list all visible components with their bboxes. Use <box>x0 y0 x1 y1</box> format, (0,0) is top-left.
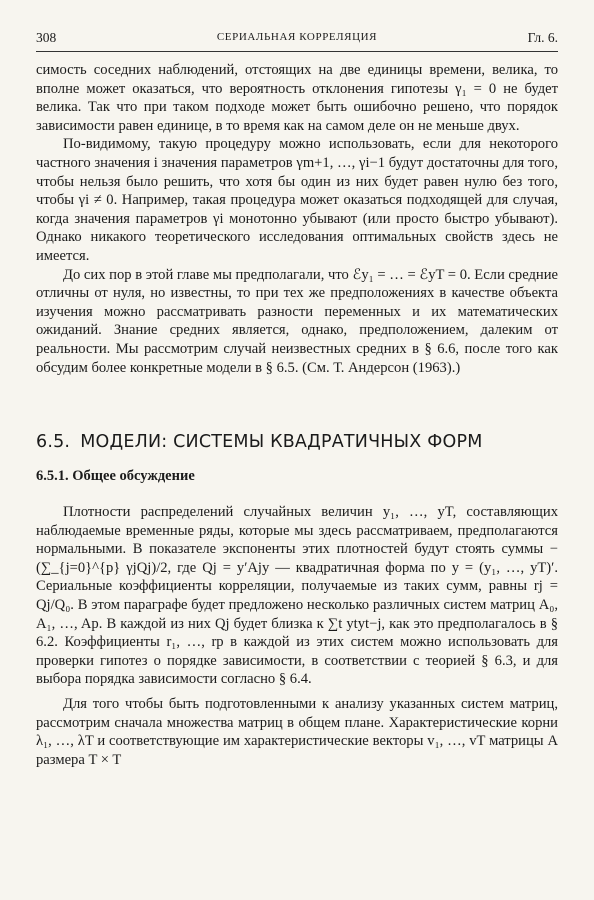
running-header <box>36 30 558 52</box>
subsection-heading: 6.5.1. Общее обсуждение <box>36 468 195 485</box>
page-body <box>36 61 558 769</box>
paragraph: симость соседних наблюдений, отстоящих на две единицы времени, велика, то вполне может оказаться, что вероятность отклонения гипотезы γ₁ = 0 не будет велика. Так что при таком подходе может быть ошибочно решено, что порядок зависимости равен единице, в то время как на самом деле он не меньше двух. <box>36 62 558 134</box>
header-rule <box>36 51 558 52</box>
section-number: 6.5. <box>36 432 71 453</box>
chapter-label: Гл. 6. <box>527 30 558 45</box>
section-title: МОДЕЛИ: СИСТЕМЫ КВАДРАТИЧНЫХ ФОРМ <box>80 432 483 453</box>
section-heading <box>36 431 558 453</box>
paragraph: До сих пор в этой главе мы предполагали, что ℰy₁ = … = ℰyT = 0. Если средние отличны от нуля, но известны, то при тех же предположениях в качестве объекта изучения можно рассматривать разности переменных и их математических ожиданий. Знание средних является, однако, предположением, далеким от реальности. Мы рассмотрим случай неизвестных средних в § 6.6, после того как обсудим более конкретные модели в § 6.5. (См. Т. Андерсон (1963).) <box>36 266 558 376</box>
paragraph: Для того чтобы быть подготовленными к анализу указанных систем матриц, рассмотрим сначала множества матриц в общем плане. Характеристические корни λ₁, …, λT и соответствующие им характеристические векторы v₁, …, vT матрицы A размера T × T <box>36 696 558 768</box>
paragraph: Плотности распределений случайных величин y₁, …, yT, составляющих наблюдаемые временные ряды, которые мы здесь рассматриваем, предполагаются нормальными. В показателе экспоненты этих плотностей будут стоять суммы −(∑_{j=0}^{p} γjQj)/2, где Qj = y′Ajy — квадратичная форма по y = (y₁, …, yT)′. Сериальные коэффициенты корреляции, получаемые из таких сумм, равны rj = Qj/Q₀. В этом параграфе будет предложено несколько различных систем матриц A₀, A₁, …, Ap. В каждой из них Qj будет близка к ∑t ytyt−j, как это предполагалось в § 6.2. Коэффициенты r₁, …, rp в каждой из этих систем можно использовать для проверки гипотез о порядке зависимости, в соответствии с теорией § 6.3, и для выбора порядка зависимости согласно § 6.4. <box>36 504 558 688</box>
running-title: СЕРИАЛЬНАЯ КОРРЕЛЯЦИЯ <box>216 31 378 43</box>
paragraph: По-видимому, такую процедуру можно использовать, если для некоторого частного значения i значения параметров γm+1, …, γi−1 будут достаточны для того, чтобы нельзя было решить, что хотя бы один из них будет равен нулю без того, чтобы γi ≠ 0. Например, такая процедура может оказаться подходящей для случая, когда значения параметров γi монотонно убывают (или просто быстро убывают). Однако никакого теоретического исследования оптимальных свойств здесь не имеется. <box>36 136 558 264</box>
page-number: 308 <box>36 30 57 45</box>
